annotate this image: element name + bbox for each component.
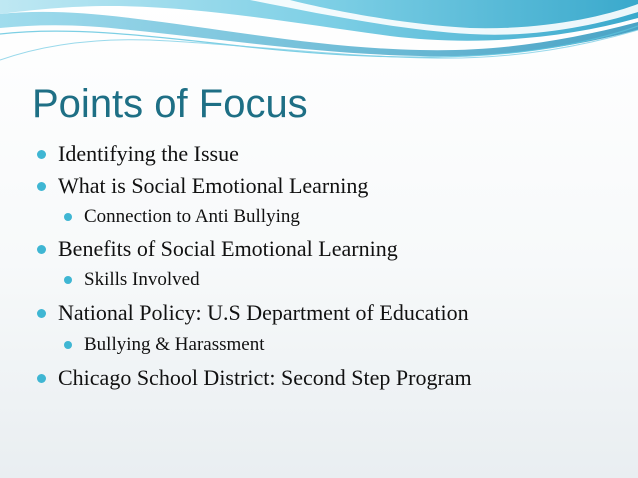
sub-bullet-item <box>84 206 300 228</box>
slide-title: Points of Focus <box>32 82 308 126</box>
bullet-dot-icon <box>37 182 46 191</box>
bullet-item <box>58 365 472 391</box>
bullet-item <box>58 236 398 262</box>
bullet-dot-icon <box>37 150 46 159</box>
bullet-dot-icon <box>64 341 72 349</box>
bullet-dot-icon <box>37 309 46 318</box>
bullet-text: National Policy: U.S Department of Education <box>58 300 469 325</box>
sub-bullet-item <box>84 269 200 291</box>
bullet-dot-icon <box>37 245 46 254</box>
bullet-text: Benefits of Social Emotional Learning <box>58 236 398 261</box>
sub-bullet-text: Skills Involved <box>84 269 200 290</box>
sub-bullet-item <box>84 334 264 356</box>
bullet-item <box>58 173 368 199</box>
bullet-item <box>58 300 469 326</box>
bullet-dot-icon <box>64 213 72 221</box>
bullet-text: Identifying the Issue <box>58 141 239 166</box>
sub-bullet-text: Bullying & Harassment <box>84 334 265 355</box>
bullet-item <box>58 141 239 167</box>
sub-bullet-text: Connection to Anti Bullying <box>84 206 300 227</box>
bullet-text: Chicago School District: Second Step Program <box>58 365 472 390</box>
bullet-text: What is Social Emotional Learning <box>58 173 369 198</box>
bullet-dot-icon <box>37 374 46 383</box>
bullet-dot-icon <box>64 276 72 284</box>
